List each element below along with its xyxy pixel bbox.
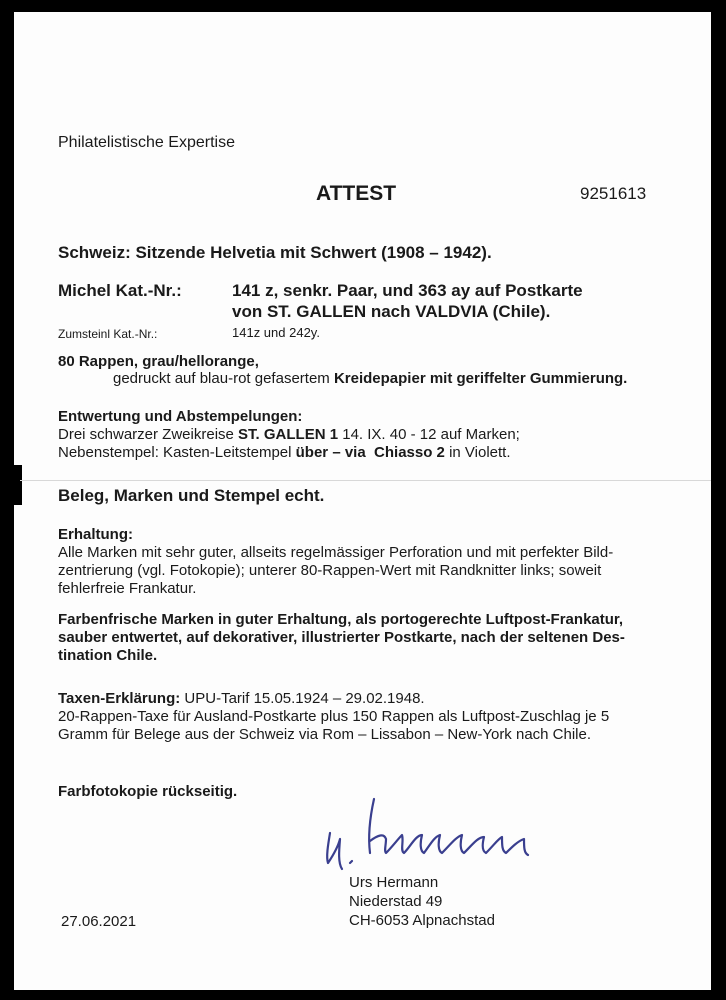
cancellation-line-2-suffix: in Violett.	[444, 444, 511, 461]
cancellation-line-2-bold-1: über – via	[295, 444, 366, 461]
signatory-street: Niederstad 49	[349, 893, 443, 910]
condition-line-3: fehlerfreie Frankatur.	[58, 580, 197, 597]
cancellation-line-1-bold: ST. GALLEN 1	[238, 426, 339, 443]
paper-line-1: 80 Rappen, grau/hellorange,	[58, 353, 259, 370]
signature-stroke-ermann	[370, 835, 528, 855]
cancellation-line-1-suffix: 14. IX. 40 - 12 auf Marken;	[338, 426, 520, 443]
paper-line-2	[113, 370, 627, 387]
condition-line-2: zentrierung (vgl. Fotokopie); unterer 80-Rappen-Wert mit Randknitter links; soweit	[58, 562, 602, 579]
michel-label: Michel Kat.-Nr.:	[58, 281, 182, 300]
summary-line-3: tination Chile.	[58, 647, 158, 664]
expertise-subtitle: Philatelistische Expertise	[58, 134, 235, 151]
cancellation-line-1-text: Drei schwarzer Zweikreise	[58, 426, 239, 443]
tax-line-1	[58, 690, 425, 707]
signature-dot	[350, 861, 352, 863]
zumstein-label: Zumsteinl Kat.-Nr.:	[58, 327, 158, 341]
photocopy-note: Farbfotokopie rückseitig.	[58, 783, 238, 800]
condition-title: Erhaltung:	[58, 526, 133, 543]
verdict: Beleg, Marken und Stempel echt.	[58, 486, 325, 505]
summary-line-1: Farbenfrische Marken in guter Erhaltung, als portogerechte Luftpost-Frankatur,	[58, 611, 624, 628]
cancellation-line-2-text: Nebenstempel: Kasten-Leitstempel	[58, 444, 296, 461]
tax-label: Taxen-Erklärung:	[58, 690, 181, 707]
cancellation-line-2	[58, 444, 511, 461]
cancellation-title: Entwertung und Abstempelungen:	[58, 408, 303, 425]
cancellation-line-1	[58, 426, 520, 443]
document-title: ATTEST	[316, 182, 397, 205]
condition-line-1: Alle Marken mit sehr guter, allseits regelmässiger Perforation und mit perfekter Bild-	[58, 544, 614, 561]
tax-line-1-text: UPU-Tarif 15.05.1924 – 29.02.1948.	[180, 690, 425, 707]
michel-line-1: 141 z, senkr. Paar, und 363 ay auf Postkarte	[232, 281, 583, 300]
tax-line-3: Gramm für Belege aus der Schweiz via Rom – Lissabon – New-York nach Chile.	[58, 726, 592, 743]
certificate-number: 9251613	[580, 184, 647, 203]
signatory-city: CH-6053 Alpnachstad	[349, 912, 495, 929]
issue-date: 27.06.2021	[61, 913, 137, 930]
summary-line-2: sauber entwertet, auf dekorativer, illustrierter Postkarte, nach der seltenen Des-	[58, 629, 625, 646]
paper-line-2-text: gedruckt auf blau-rot gefasertem	[113, 370, 334, 387]
signature-stroke-h	[369, 799, 374, 853]
tax-line-2: 20-Rappen-Taxe für Ausland-Postkarte plus 150 Rappen als Luftpost-Zuschlag je 5	[58, 708, 610, 725]
page-edge-shadow	[14, 465, 22, 505]
subject-heading: Schweiz: Sitzende Helvetia mit Schwert (1908 – 1942).	[58, 243, 492, 262]
signatory-name: Urs Hermann	[349, 874, 439, 891]
zumstein-value: 141z und 242y.	[232, 325, 320, 340]
paper-line-2-bold: Kreidepapier mit geriffelter Gummierung.	[333, 370, 628, 387]
fold-line	[20, 480, 711, 481]
michel-line-2: von ST. GALLEN nach VALDVIA (Chile).	[232, 302, 551, 321]
signature-initial-u	[327, 833, 342, 869]
cancellation-line-2-bold-2: Chiasso 2	[374, 444, 445, 461]
